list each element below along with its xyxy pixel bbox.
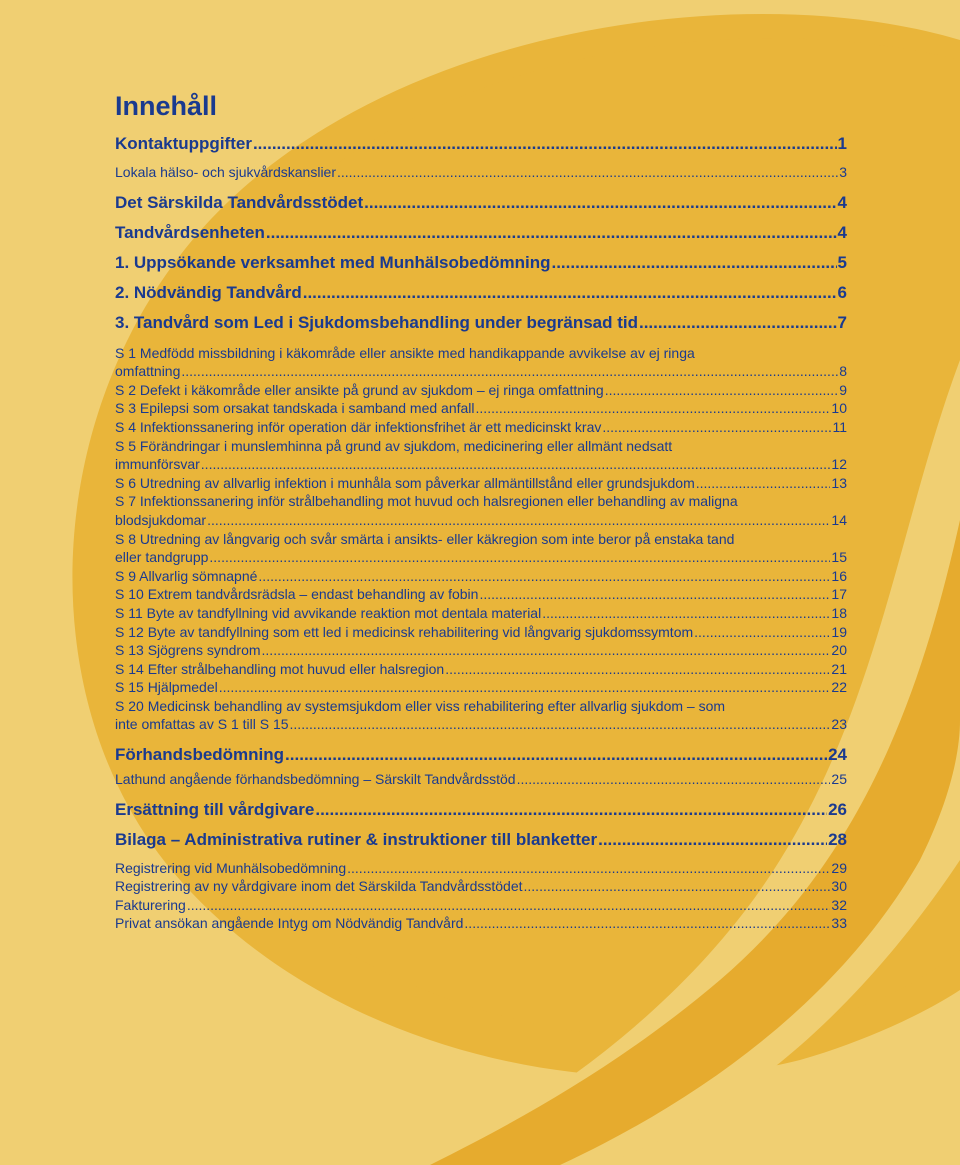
toc-entry[interactable]: S 1 Medfödd missbildning i käkområde eller ansikte med handikappande avvikelse av ej ringa omfattning ..... 8 (115, 344, 847, 381)
toc-entry[interactable]: Registrering av ny vårdgivare inom det Särskilda Tandvårdsstödet ..... 30 (115, 877, 847, 896)
toc-title: Innehåll (115, 91, 218, 121)
toc-entry[interactable]: 3. Tandvård som Led i Sjukdomsbehandling under begränsad tid ..... 7 (115, 308, 847, 338)
toc-entry[interactable]: Lokala hälso- och sjukvårdskanslier ..... 3 (115, 163, 847, 182)
table-of-contents (115, 86, 847, 933)
toc-entry[interactable]: S 20 Medicinsk behandling av systemsjukdom eller viss rehabilitering efter allvarlig sjukdom – som inte omfattas av S 1 till S 15 ..... 23 (115, 697, 847, 734)
toc-entry[interactable]: 2. Nödvändig Tandvård ..... 6 (115, 278, 847, 308)
toc-entry[interactable]: Registrering vid Munhälsobedömning ..... 29 (115, 859, 847, 878)
toc-entry[interactable]: Privat ansökan angående Intyg om Nödvändig Tandvård ..... 33 (115, 914, 847, 933)
toc-entry[interactable]: S 6 Utredning av allvarlig infektion i munhåla som påverkar allmäntillstånd eller grundsjukdom ..... 13 (115, 474, 847, 493)
toc-entry[interactable]: S 15 Hjälpmedel ..... 22 (115, 678, 847, 697)
toc-entry[interactable]: Fakturering ..... 32 (115, 896, 847, 915)
toc-entry[interactable]: Bilaga – Administrativa rutiner & instruktioner till blanketter ..... 28 (115, 825, 847, 855)
toc-entry[interactable]: S 12 Byte av tandfyllning som ett led i medicinsk rehabilitering vid långvarig sjukdomssymtom ..... 19 (115, 623, 847, 642)
toc-entry[interactable]: Kontaktuppgifter ..... 1 (115, 129, 847, 159)
toc-entry[interactable]: S 11 Byte av tandfyllning vid avvikande reaktion mot dentala material ..... 18 (115, 604, 847, 623)
toc-entry[interactable]: Ersättning till vårdgivare ..... 26 (115, 795, 847, 825)
toc-entry[interactable]: S 10 Extrem tandvårdsrädsla – endast behandling av fobin ..... 17 (115, 585, 847, 604)
toc-entry[interactable]: S 13 Sjögrens syndrom ..... 20 (115, 641, 847, 660)
toc-entry[interactable]: S 8 Utredning av långvarig och svår smärta i ansikts- eller käkregion som inte beror på enstaka tand eller tandgrupp ..... 15 (115, 530, 847, 567)
toc-entry[interactable]: Förhandsbedömning ..... 24 (115, 740, 847, 770)
toc-entry[interactable]: S 3 Epilepsi som orsakat tandskada i samband med anfall ..... 10 (115, 399, 847, 418)
toc-entry[interactable]: S 9 Allvarlig sömnapné ..... 16 (115, 567, 847, 586)
toc-entry[interactable]: Det Särskilda Tandvårdsstödet ..... 4 (115, 188, 847, 218)
toc-entry[interactable]: 1. Uppsökande verksamhet med Munhälsobedömning ..... 5 (115, 248, 847, 278)
toc-entry[interactable]: S 4 Infektionssanering inför operation där infektionsfrihet är ett medicinskt krav ..... 11 (115, 418, 847, 437)
toc-entry[interactable]: S 14 Efter strålbehandling mot huvud eller halsregion ..... 21 (115, 660, 847, 679)
toc-entry[interactable]: S 7 Infektionssanering inför strålbehandling mot huvud och halsregionen eller behandling av maligna blodsjukdomar ..... 14 (115, 492, 847, 529)
toc-entry[interactable]: Tandvårdsenheten ..... 4 (115, 218, 847, 248)
toc-entry[interactable]: S 2 Defekt i käkområde eller ansikte på grund av sjukdom – ej ringa omfattning ..... 9 (115, 381, 847, 400)
toc-entry[interactable]: S 5 Förändringar i munslemhinna på grund av sjukdom, medicinering eller allmänt nedsatt immunförsvar ..... 12 (115, 437, 847, 474)
toc-entry[interactable]: Lathund angående förhandsbedömning – Särskilt Tandvårdsstöd ..... 25 (115, 770, 847, 789)
